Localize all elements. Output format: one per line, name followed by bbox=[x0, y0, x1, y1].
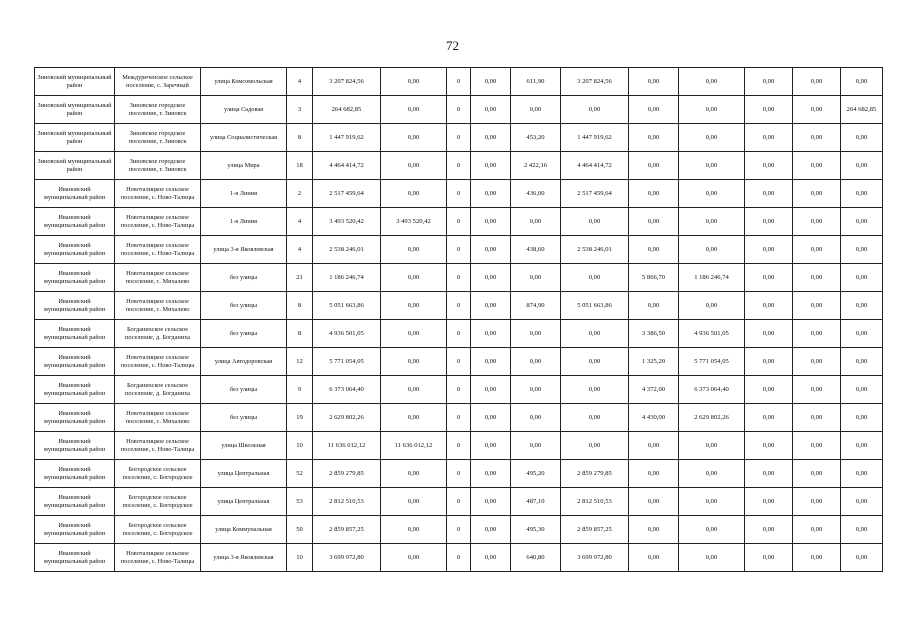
table-cell: 0,00 bbox=[471, 488, 511, 516]
table-cell: 0,00 bbox=[841, 348, 883, 376]
table-cell: Междуреченское сельское поселение, с. Заречный bbox=[115, 68, 201, 96]
table-cell: 0,00 bbox=[841, 180, 883, 208]
table-cell: 0,00 bbox=[745, 208, 793, 236]
table-cell: 0,00 bbox=[679, 68, 745, 96]
table-cell: 0,00 bbox=[511, 320, 561, 348]
table-cell: 0,00 bbox=[745, 516, 793, 544]
table-cell: без улицы bbox=[201, 320, 287, 348]
table-cell: Ивановский муниципальный район bbox=[35, 432, 115, 460]
table-row bbox=[35, 292, 883, 320]
table-cell: 0,00 bbox=[629, 236, 679, 264]
table-cell: 0,00 bbox=[381, 376, 447, 404]
table-cell: 1 325,20 bbox=[629, 348, 679, 376]
table-cell: 0 bbox=[447, 180, 471, 208]
table-cell: 495,30 bbox=[511, 516, 561, 544]
table-cell: Ивановский муниципальный район bbox=[35, 460, 115, 488]
table-cell: 0 bbox=[447, 544, 471, 572]
table-cell: Новоталицкое сельское поселение, с. Ново-Талицы bbox=[115, 348, 201, 376]
table-cell: улица Автодоровская bbox=[201, 348, 287, 376]
table-cell: 0,00 bbox=[745, 320, 793, 348]
table-cell: 640,80 bbox=[511, 544, 561, 572]
table-row bbox=[35, 460, 883, 488]
table-cell: 0,00 bbox=[679, 516, 745, 544]
table-cell: 2 859 857,25 bbox=[561, 516, 629, 544]
table-cell: 0,00 bbox=[471, 320, 511, 348]
table-cell: 0,00 bbox=[471, 152, 511, 180]
table-cell: 2 859 857,25 bbox=[313, 516, 381, 544]
table-cell: 0 bbox=[447, 488, 471, 516]
table-cell: 0,00 bbox=[381, 460, 447, 488]
table-cell: 6 373 064,40 bbox=[313, 376, 381, 404]
table-row bbox=[35, 208, 883, 236]
table-cell: Зиновский муниципальный район bbox=[35, 68, 115, 96]
table-cell: 0,00 bbox=[793, 432, 841, 460]
table-cell: 0,00 bbox=[381, 488, 447, 516]
table-cell: 4 372,00 bbox=[629, 376, 679, 404]
data-table bbox=[34, 67, 883, 572]
table-cell: 0,00 bbox=[629, 460, 679, 488]
table-row bbox=[35, 124, 883, 152]
table-cell: 0,00 bbox=[561, 376, 629, 404]
table-cell: Ивановский муниципальный район bbox=[35, 404, 115, 432]
table-cell: Ивановский муниципальный район bbox=[35, 516, 115, 544]
table-cell: 3 699 972,80 bbox=[313, 544, 381, 572]
table-cell: 0,00 bbox=[841, 236, 883, 264]
table-cell: 2 422,16 bbox=[511, 152, 561, 180]
table-cell: улица Школьная bbox=[201, 432, 287, 460]
table-cell: 438,60 bbox=[511, 236, 561, 264]
table-cell: 2 517 459,64 bbox=[313, 180, 381, 208]
table-cell: 0 bbox=[447, 236, 471, 264]
table-cell: Ивановский муниципальный район bbox=[35, 180, 115, 208]
table-cell: 0,00 bbox=[471, 432, 511, 460]
table-cell: 3 386,50 bbox=[629, 320, 679, 348]
table-cell: 3 bbox=[287, 96, 313, 124]
table-cell: 11 636 012,12 bbox=[313, 432, 381, 460]
table-cell: 0,00 bbox=[679, 460, 745, 488]
table-cell: 4 464 414,72 bbox=[561, 152, 629, 180]
table-cell: Зиновский муниципальный район bbox=[35, 124, 115, 152]
table-cell: 0,00 bbox=[793, 320, 841, 348]
table-cell: 0 bbox=[447, 376, 471, 404]
table-cell: 0,00 bbox=[629, 96, 679, 124]
table-cell: 0,00 bbox=[745, 376, 793, 404]
table-cell: 0,00 bbox=[679, 236, 745, 264]
table-cell: Богданихское сельское поселение, д. Богданиха bbox=[115, 320, 201, 348]
table-cell: 0,00 bbox=[841, 404, 883, 432]
table-cell: 0,00 bbox=[745, 348, 793, 376]
table-cell: 0,00 bbox=[471, 264, 511, 292]
table-cell: Зиновский муниципальный район bbox=[35, 96, 115, 124]
table-cell: Богородское сельское поселение, с. Богородское bbox=[115, 460, 201, 488]
table-cell: 1-я Линия bbox=[201, 208, 287, 236]
table-cell: 5 771 054,05 bbox=[313, 348, 381, 376]
table-cell: без улицы bbox=[201, 404, 287, 432]
table-cell: 0,00 bbox=[381, 180, 447, 208]
table-cell: 0,00 bbox=[745, 460, 793, 488]
table-cell: 0,00 bbox=[381, 292, 447, 320]
table-cell: 264 682,85 bbox=[841, 96, 883, 124]
table-cell: Богданихское сельское поселение, д. Богданиха bbox=[115, 376, 201, 404]
table-cell: 2 629 802,26 bbox=[679, 404, 745, 432]
table-cell: 0,00 bbox=[745, 488, 793, 516]
table-cell: 0,00 bbox=[793, 292, 841, 320]
table-cell: 0,00 bbox=[793, 404, 841, 432]
table-cell: 0 bbox=[447, 124, 471, 152]
table-cell: 0,00 bbox=[793, 236, 841, 264]
table-cell: 21 bbox=[287, 264, 313, 292]
table-row bbox=[35, 152, 883, 180]
table-cell: 2 629 802,26 bbox=[313, 404, 381, 432]
table-row bbox=[35, 236, 883, 264]
table-cell: 0,00 bbox=[471, 124, 511, 152]
table-cell: 2 bbox=[287, 180, 313, 208]
table-row bbox=[35, 264, 883, 292]
table-cell: 0,00 bbox=[841, 320, 883, 348]
table-cell: 0,00 bbox=[629, 292, 679, 320]
table-cell: 0,00 bbox=[561, 96, 629, 124]
table-cell: 0,00 bbox=[679, 488, 745, 516]
table-cell: 264 682,85 bbox=[313, 96, 381, 124]
table-cell: 1 186 246,74 bbox=[679, 264, 745, 292]
table-cell: 0,00 bbox=[381, 348, 447, 376]
table-cell: улица Социалистическая bbox=[201, 124, 287, 152]
table-cell: 0,00 bbox=[679, 152, 745, 180]
table-row bbox=[35, 68, 883, 96]
table-cell: 0,00 bbox=[793, 544, 841, 572]
table-cell: 0,00 bbox=[841, 488, 883, 516]
table-cell: 1 186 246,74 bbox=[313, 264, 381, 292]
table-cell: 453,20 bbox=[511, 124, 561, 152]
table-cell: Зиновское городское поселение, г. Зиновск bbox=[115, 124, 201, 152]
table-cell: 0,00 bbox=[841, 152, 883, 180]
table-cell: 0,00 bbox=[629, 68, 679, 96]
table-cell: 1 447 919,62 bbox=[561, 124, 629, 152]
table-cell: Ивановский муниципальный район bbox=[35, 208, 115, 236]
table-cell: 0,00 bbox=[745, 68, 793, 96]
table-cell: Новоталицкое сельское поселение, с. Ново-Талицы bbox=[115, 180, 201, 208]
table-cell: 0,00 bbox=[745, 180, 793, 208]
table-cell: улица Центральная bbox=[201, 460, 287, 488]
table-cell: 0,00 bbox=[471, 516, 511, 544]
table-cell: 0,00 bbox=[793, 376, 841, 404]
table-row bbox=[35, 180, 883, 208]
table-cell: Новоталицкое сельское поселение, с. Ново-Талицы bbox=[115, 544, 201, 572]
table-cell: 1 447 919,62 bbox=[313, 124, 381, 152]
table-cell: Ивановский муниципальный район bbox=[35, 292, 115, 320]
table-cell: 0,00 bbox=[745, 124, 793, 152]
table-cell: 0,00 bbox=[841, 460, 883, 488]
table-cell: Ивановский муниципальный район bbox=[35, 264, 115, 292]
table-cell: 0 bbox=[447, 404, 471, 432]
table-cell: 18 bbox=[287, 152, 313, 180]
table-cell: улица 3-я Яковлевская bbox=[201, 236, 287, 264]
table-cell: улица Мира bbox=[201, 152, 287, 180]
table-cell: 0,00 bbox=[511, 264, 561, 292]
table-cell: 0,00 bbox=[511, 348, 561, 376]
table-cell: улица Садовая bbox=[201, 96, 287, 124]
table-cell: Ивановский муниципальный район bbox=[35, 320, 115, 348]
table-cell: 0,00 bbox=[471, 180, 511, 208]
table-cell: 0,00 bbox=[381, 124, 447, 152]
table-cell: 0,00 bbox=[679, 96, 745, 124]
table-cell: 0,00 bbox=[561, 348, 629, 376]
table-row bbox=[35, 96, 883, 124]
table-cell: Новоталицкое сельское поселение, с. Михалево bbox=[115, 404, 201, 432]
table-cell: 0 bbox=[447, 68, 471, 96]
table-row bbox=[35, 404, 883, 432]
table-cell: 0 bbox=[447, 152, 471, 180]
table-cell: 0,00 bbox=[381, 264, 447, 292]
table-cell: 0,00 bbox=[561, 264, 629, 292]
table-cell: 12 bbox=[287, 348, 313, 376]
table-cell: 0,00 bbox=[841, 544, 883, 572]
table-cell: Новоталицкое сельское поселение, с. Ново-Талицы bbox=[115, 432, 201, 460]
table-cell: 0,00 bbox=[381, 96, 447, 124]
table-cell: 0,00 bbox=[841, 264, 883, 292]
table-cell: 0,00 bbox=[745, 432, 793, 460]
table-cell: улица Комсомольская bbox=[201, 68, 287, 96]
table-cell: 0 bbox=[447, 292, 471, 320]
table-cell: без улицы bbox=[201, 292, 287, 320]
table-cell: 0,00 bbox=[561, 208, 629, 236]
table-row bbox=[35, 432, 883, 460]
table-cell: 2 812 510,53 bbox=[561, 488, 629, 516]
table-cell: 4 936 501,05 bbox=[313, 320, 381, 348]
table-cell: 0,00 bbox=[511, 208, 561, 236]
table-cell: 0,00 bbox=[629, 432, 679, 460]
table-cell: 0,00 bbox=[629, 516, 679, 544]
table-cell: 0,00 bbox=[793, 96, 841, 124]
table-cell: улица 3-я Яковлевская bbox=[201, 544, 287, 572]
table-cell: 0,00 bbox=[793, 208, 841, 236]
table-cell: 8 bbox=[287, 124, 313, 152]
table-cell: 0,00 bbox=[561, 432, 629, 460]
table-cell: 0,00 bbox=[679, 208, 745, 236]
table-cell: 0,00 bbox=[745, 544, 793, 572]
table-cell: 0 bbox=[447, 432, 471, 460]
table-cell: 0,00 bbox=[745, 236, 793, 264]
table-cell: 0,00 bbox=[793, 124, 841, 152]
table-cell: 0 bbox=[447, 96, 471, 124]
table-cell: 0,00 bbox=[793, 264, 841, 292]
table-cell: 2 812 510,53 bbox=[313, 488, 381, 516]
table-cell: 0,00 bbox=[471, 68, 511, 96]
table-cell: 0,00 bbox=[679, 544, 745, 572]
table-cell: Новоталицкое сельское поселение, с. Михалево bbox=[115, 264, 201, 292]
table-cell: 19 bbox=[287, 404, 313, 432]
page-number: 72 bbox=[446, 38, 459, 53]
table-cell: 0,00 bbox=[471, 544, 511, 572]
table-cell: 0,00 bbox=[793, 152, 841, 180]
table-cell: улица Коммунальная bbox=[201, 516, 287, 544]
table-cell: 6 373 064,40 bbox=[679, 376, 745, 404]
table-cell: 436,00 bbox=[511, 180, 561, 208]
table-cell: Ивановский муниципальный район bbox=[35, 488, 115, 516]
table-cell: 2 538 246,01 bbox=[313, 236, 381, 264]
table-row bbox=[35, 348, 883, 376]
table-cell: 487,10 bbox=[511, 488, 561, 516]
table-cell: 4 bbox=[287, 236, 313, 264]
table-cell: 0,00 bbox=[793, 348, 841, 376]
table-cell: 0,00 bbox=[381, 320, 447, 348]
table-cell: 0,00 bbox=[471, 348, 511, 376]
table-cell: 0,00 bbox=[381, 68, 447, 96]
table-cell: 3 493 520,42 bbox=[313, 208, 381, 236]
table-row bbox=[35, 488, 883, 516]
table-cell: 0 bbox=[447, 348, 471, 376]
table-cell: Ивановский муниципальный район bbox=[35, 236, 115, 264]
table-cell: 50 bbox=[287, 516, 313, 544]
table-cell: Богородское сельское поселение, с. Богородское bbox=[115, 488, 201, 516]
table-cell: Зиновское городское поселение, г. Зиновск bbox=[115, 152, 201, 180]
table-cell: 5 771 054,05 bbox=[679, 348, 745, 376]
table-cell: 0 bbox=[447, 264, 471, 292]
table-cell: Новоталицкое сельское поселение, с. Михалево bbox=[115, 292, 201, 320]
table-cell: 0,00 bbox=[679, 432, 745, 460]
table-cell: 0 bbox=[447, 320, 471, 348]
table-cell: 0,00 bbox=[471, 460, 511, 488]
table-cell: 2 538 246,01 bbox=[561, 236, 629, 264]
table-cell: 0,00 bbox=[793, 68, 841, 96]
table-cell: 0,00 bbox=[511, 376, 561, 404]
table-cell: 0,00 bbox=[745, 292, 793, 320]
table-cell: 0,00 bbox=[745, 96, 793, 124]
table-cell: 0,00 bbox=[793, 180, 841, 208]
table-cell: 0,00 bbox=[381, 404, 447, 432]
table-cell: 11 636 012,12 bbox=[381, 432, 447, 460]
table-row bbox=[35, 320, 883, 348]
table-row bbox=[35, 544, 883, 572]
table-row bbox=[35, 516, 883, 544]
table-cell: 0 bbox=[447, 208, 471, 236]
table-cell: 0,00 bbox=[511, 96, 561, 124]
table-cell: 9 bbox=[287, 376, 313, 404]
table-cell: 0,00 bbox=[381, 516, 447, 544]
table-cell: 0,00 bbox=[745, 404, 793, 432]
table-cell: 0,00 bbox=[629, 180, 679, 208]
table-cell: 0,00 bbox=[841, 124, 883, 152]
table-cell: Новоталицкое сельское поселение, с. Ново-Талицы bbox=[115, 208, 201, 236]
table-cell: 0,00 bbox=[629, 124, 679, 152]
table-cell: 10 bbox=[287, 432, 313, 460]
table-cell: 0,00 bbox=[561, 320, 629, 348]
table-cell: Ивановский муниципальный район bbox=[35, 544, 115, 572]
table-cell: Зиновский муниципальный район bbox=[35, 152, 115, 180]
table-cell: 0,00 bbox=[841, 376, 883, 404]
table-cell: 3 207 824,56 bbox=[561, 68, 629, 96]
table-cell: 0,00 bbox=[471, 208, 511, 236]
table-cell: без улицы bbox=[201, 376, 287, 404]
table-cell: 0,00 bbox=[381, 152, 447, 180]
table-cell: без улицы bbox=[201, 264, 287, 292]
table-cell: 2 517 459,64 bbox=[561, 180, 629, 208]
table-cell: 0,00 bbox=[793, 516, 841, 544]
table-cell: Богородское сельское поселение, с. Богородское bbox=[115, 516, 201, 544]
table-cell: 0,00 bbox=[679, 124, 745, 152]
table-cell: 0,00 bbox=[679, 180, 745, 208]
table-cell: 0,00 bbox=[471, 96, 511, 124]
table-cell: 8 bbox=[287, 292, 313, 320]
table-cell: 5 051 663,86 bbox=[561, 292, 629, 320]
table-cell: 10 bbox=[287, 544, 313, 572]
table-cell: 0,00 bbox=[841, 208, 883, 236]
table-cell: 874,90 bbox=[511, 292, 561, 320]
table-cell: 52 bbox=[287, 460, 313, 488]
table-cell: 0,00 bbox=[841, 516, 883, 544]
table-cell: 0,00 bbox=[511, 404, 561, 432]
table-cell: 1-я Линия bbox=[201, 180, 287, 208]
table-cell: 0,00 bbox=[745, 264, 793, 292]
table-row bbox=[35, 376, 883, 404]
table-cell: 0,00 bbox=[381, 236, 447, 264]
table-cell: Зиновское городское поселение, г. Зиновск bbox=[115, 96, 201, 124]
table-cell: 0,00 bbox=[841, 292, 883, 320]
table-cell: 0,00 bbox=[471, 236, 511, 264]
table-cell: 4 430,00 bbox=[629, 404, 679, 432]
table-cell: 0,00 bbox=[471, 376, 511, 404]
table-cell: 2 859 279,85 bbox=[561, 460, 629, 488]
table-cell: 3 699 972,80 bbox=[561, 544, 629, 572]
table-cell: 3 207 824,56 bbox=[313, 68, 381, 96]
table-cell: 0,00 bbox=[745, 152, 793, 180]
table-cell: Ивановский муниципальный район bbox=[35, 348, 115, 376]
table-cell: 0,00 bbox=[561, 404, 629, 432]
table-cell: 0,00 bbox=[471, 292, 511, 320]
table-cell: 0,00 bbox=[841, 432, 883, 460]
table-cell: 0,00 bbox=[511, 432, 561, 460]
table-cell: 4 bbox=[287, 68, 313, 96]
table-cell: 0,00 bbox=[629, 488, 679, 516]
table-cell: 0,00 bbox=[629, 544, 679, 572]
table-cell: 0,00 bbox=[841, 68, 883, 96]
table-cell: 495,20 bbox=[511, 460, 561, 488]
table-cell: 0,00 bbox=[793, 488, 841, 516]
table-cell: 4 464 414,72 bbox=[313, 152, 381, 180]
table-cell: 0,00 bbox=[471, 404, 511, 432]
table-cell: 0,00 bbox=[381, 544, 447, 572]
table-cell: Новоталицкое сельское поселение, с. Ново-Талицы bbox=[115, 236, 201, 264]
table-cell: Ивановский муниципальный район bbox=[35, 376, 115, 404]
table-cell: 0,00 bbox=[679, 292, 745, 320]
table-cell: 2 859 279,85 bbox=[313, 460, 381, 488]
table-cell: 0,00 bbox=[629, 208, 679, 236]
table-cell: 5 866,70 bbox=[629, 264, 679, 292]
table-cell: 0,00 bbox=[629, 152, 679, 180]
table-cell: улица Центральная bbox=[201, 488, 287, 516]
table-cell: 5 051 663,86 bbox=[313, 292, 381, 320]
table-cell: 0 bbox=[447, 460, 471, 488]
table-cell: 4 936 501,05 bbox=[679, 320, 745, 348]
table-cell: 53 bbox=[287, 488, 313, 516]
table-cell: 8 bbox=[287, 320, 313, 348]
table-cell: 611,90 bbox=[511, 68, 561, 96]
table-cell: 4 bbox=[287, 208, 313, 236]
table-cell: 0 bbox=[447, 516, 471, 544]
table-cell: 0,00 bbox=[793, 460, 841, 488]
table-cell: 3 493 520,42 bbox=[381, 208, 447, 236]
